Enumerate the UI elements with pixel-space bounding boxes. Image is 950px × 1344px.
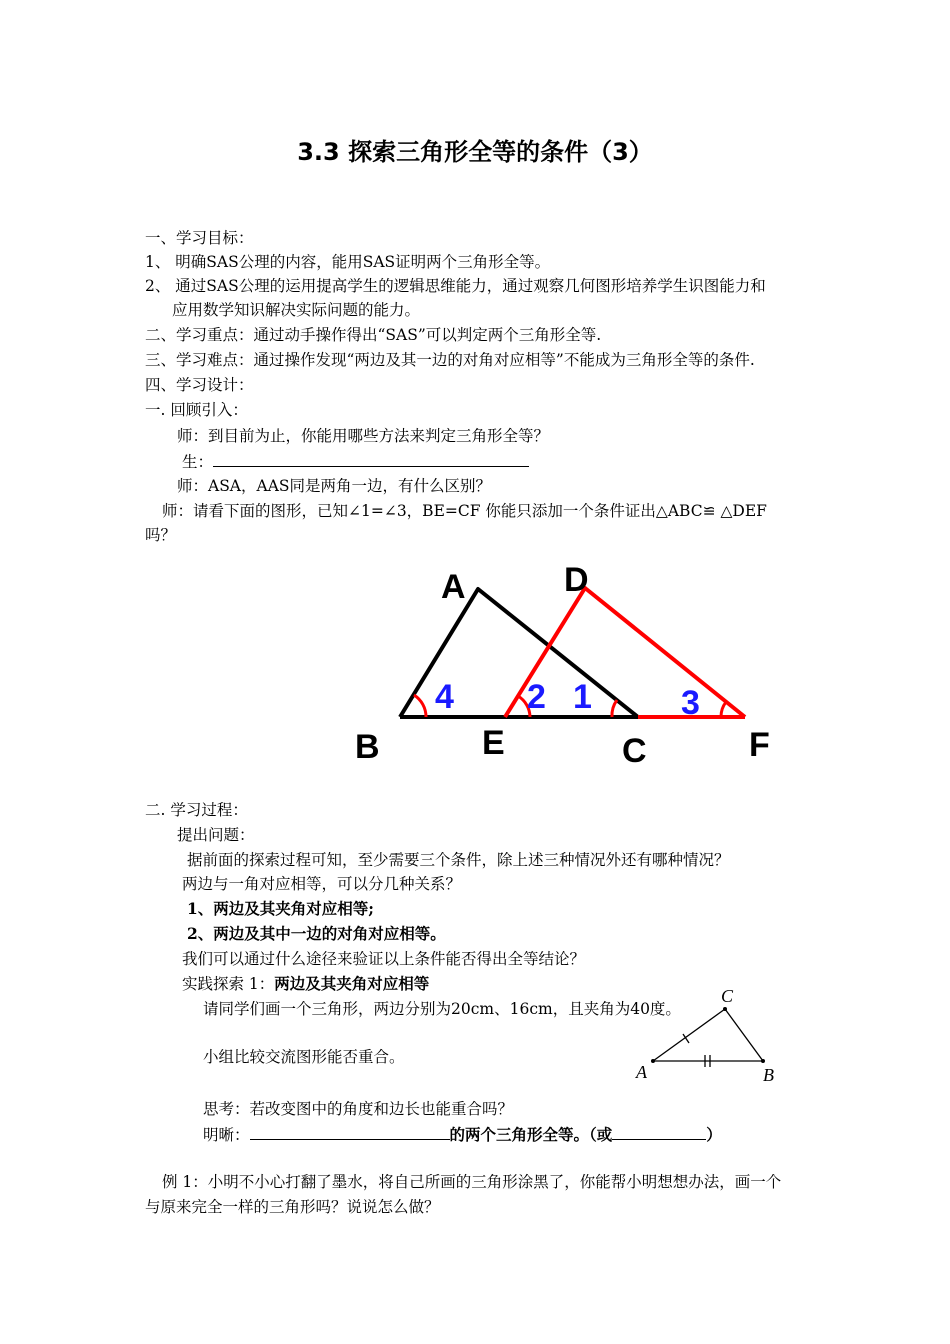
angle-arc-3 — [721, 702, 726, 717]
example-1-line-2: 与原来完全一样的三角形吗？说说怎么做？ — [145, 1198, 440, 1216]
teacher-question-1: 师：到目前为止，你能用哪些方法来判定三角形全等？ — [177, 427, 550, 445]
student-label: 生： — [182, 453, 214, 471]
goal-2-line-1: 2、 通过SAS公理的运用提高学生的逻辑思维能力，通过观察几何图形培养学生识图能力和 — [145, 277, 766, 295]
triangle-abc-small-figure — [625, 985, 785, 1090]
vertex-c-label: C — [622, 732, 647, 770]
side-ac — [653, 1009, 725, 1061]
question-text-1: 据前面的探索过程可知，至少需要三个条件，除上述三种情况外还有哪种情况？ — [187, 851, 730, 869]
example-1-line-1: 例 1：小明不小心打翻了墨水，将自己所画的三角形涂黑了，你能帮小明想想办法，画一个 — [162, 1173, 782, 1191]
clarify-blank-2 — [612, 1123, 706, 1140]
angle-4-label: 4 — [435, 678, 454, 716]
clarify-label: 明晰： — [203, 1126, 250, 1144]
answer-blank — [213, 450, 529, 467]
point-c-label: C — [721, 986, 734, 1006]
verify-question: 我们可以通过什么途径来验证以上条件能否得出全等结论？ — [182, 950, 586, 968]
angle-arc-1 — [612, 700, 617, 717]
point-a — [651, 1059, 655, 1063]
angle-3-label: 3 — [681, 684, 700, 722]
student-answer-line — [182, 450, 529, 473]
goal-1: 1、 明确SAS公理的内容，能用SAS证明两个三角形全等。 — [145, 253, 551, 271]
vertex-f-label: F — [749, 726, 770, 764]
side-cb — [725, 1009, 763, 1061]
question-text-2: 两边与一角对应相等，可以分几种关系？ — [182, 875, 462, 893]
point-b — [761, 1059, 765, 1063]
angle-1-label: 1 — [573, 678, 592, 716]
think-question: 思考：若改变图中的角度和边长也能重合吗？ — [203, 1100, 514, 1118]
teacher-question-3-line-2: 吗？ — [145, 526, 177, 544]
point-b-label: B — [763, 1065, 774, 1085]
case-2: 2、两边及其中一边的对角对应相等。 — [187, 924, 446, 943]
angle-arc-4 — [414, 695, 426, 717]
key-point: 二、学习重点：通过动手操作得出“SAS”可以判定两个三角形全等. — [145, 326, 602, 344]
raise-question: 提出问题： — [177, 826, 255, 844]
triangles-figure — [340, 555, 800, 785]
practice-instruction-1: 请同学们画一个三角形，两边分别为20cm、16cm，且夹角为40度。 — [203, 1000, 681, 1018]
process-heading: 二. 学习过程： — [145, 801, 248, 819]
point-a-label: A — [636, 1062, 647, 1082]
design-heading: 四、学习设计： — [145, 376, 254, 394]
clarify-line — [203, 1123, 722, 1146]
goals-heading: 一、学习目标： — [145, 229, 254, 247]
difficulty: 三、学习难点：通过操作发现“两边及其一边的对角对应相等”不能成为三角形全等的条件. — [145, 351, 755, 369]
vertex-e-label: E — [482, 724, 505, 762]
point-c — [723, 1007, 727, 1011]
teacher-question-2: 师：ASA，AAS同是两角一边，有什么区别？ — [177, 477, 492, 495]
review-heading: 一. 回顾引入： — [145, 401, 248, 419]
practice-line — [182, 973, 429, 995]
angle-2-label: 2 — [527, 678, 546, 716]
page-title: 3.3 探索三角形全等的条件（3） — [297, 138, 653, 166]
clarify-close: ） — [706, 1125, 722, 1144]
vertex-b-label: B — [355, 728, 380, 766]
practice-instruction-2: 小组比较交流图形能否重合。 — [203, 1048, 405, 1066]
practice-label: 实践探索 1： — [182, 975, 275, 993]
vertex-d-label: D — [564, 561, 589, 599]
vertex-a-label: A — [441, 568, 466, 606]
teacher-question-3-line-1: 师：请看下面的图形，已知∠1=∠3，BE=CF 你能只添加一个条件证出△ABC≌ △DEF — [162, 502, 767, 520]
goal-2-line-2: 应用数学知识解决实际问题的能力。 — [172, 301, 421, 319]
clarify-blank-1 — [250, 1123, 450, 1140]
case-1: 1、两边及其夹角对应相等; — [187, 899, 375, 918]
practice-title: 两边及其夹角对应相等 — [274, 974, 430, 993]
clarify-text: 的两个三角形全等。（或 — [449, 1125, 613, 1144]
